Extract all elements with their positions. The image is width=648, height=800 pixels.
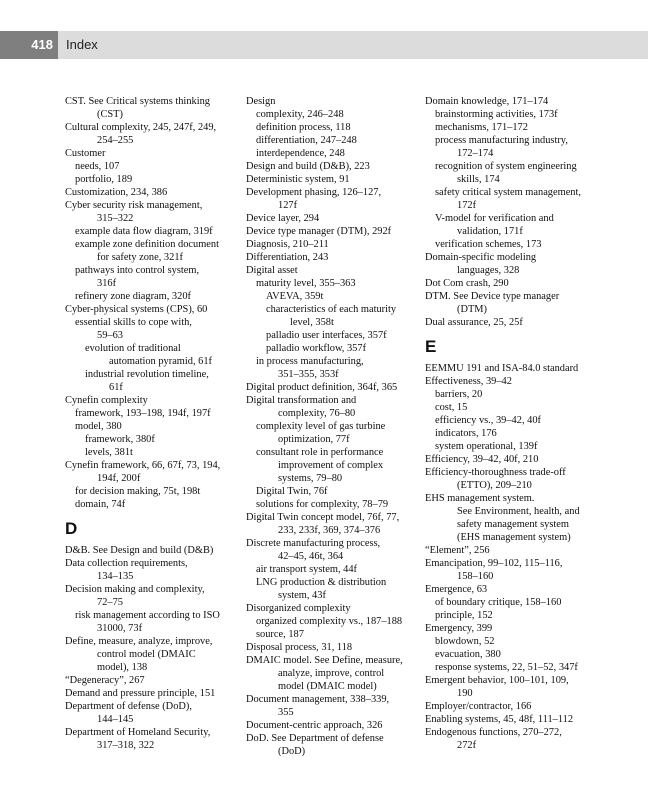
index-entry: Device layer, 294 bbox=[246, 213, 320, 224]
index-entry: 272f bbox=[457, 740, 477, 751]
index-entry: 315–322 bbox=[97, 213, 134, 224]
index-entry: safety management system bbox=[457, 519, 569, 530]
index-entry: 42–45, 46t, 364 bbox=[278, 551, 344, 562]
index-entry: Endogenous functions, 270–272, bbox=[425, 727, 562, 738]
index-entry: systems, 79–80 bbox=[278, 473, 343, 484]
index-entry: indicators, 176 bbox=[435, 428, 497, 439]
index-entry: 59–63 bbox=[97, 330, 123, 341]
index-entry: Disposal process, 31, 118 bbox=[246, 642, 353, 653]
index-entry: framework, 380f bbox=[85, 434, 155, 445]
index-entry: AVEVA, 359t bbox=[266, 291, 324, 302]
index-entry: Document management, 338–339, bbox=[246, 694, 390, 705]
index-entry: barriers, 20 bbox=[435, 389, 483, 400]
index-entry: Digital Twin concept model, 76f, 77, bbox=[246, 512, 400, 523]
index-entry: Domain-specific modeling bbox=[425, 252, 537, 263]
index-entry: 158–160 bbox=[457, 571, 494, 582]
index-entry: domain, 74f bbox=[75, 499, 126, 510]
index-entry: analyze, improve, control bbox=[278, 668, 385, 679]
index-entry: Domain knowledge, 171–174 bbox=[425, 96, 549, 107]
index-entry: skills, 174 bbox=[457, 174, 500, 185]
index-entry: model), 138 bbox=[97, 662, 148, 673]
index-entry: Cynefin framework, 66, 67f, 73, 194, bbox=[65, 460, 221, 471]
index-entry: Emancipation, 99–102, 115–116, bbox=[425, 558, 563, 569]
index-entry: Dual assurance, 25, 25f bbox=[425, 317, 523, 328]
index-entry: 190 bbox=[457, 688, 473, 699]
index-entry: process manufacturing industry, bbox=[435, 135, 568, 146]
index-entry: Cyber-physical systems (CPS), 60 bbox=[65, 304, 208, 315]
index-entry: V-model for verification and bbox=[435, 213, 554, 224]
index-entry: DoD. See Department of defense bbox=[246, 733, 384, 744]
index-entry: interdependence, 248 bbox=[256, 148, 345, 159]
index-section-letter: D bbox=[65, 519, 78, 538]
index-entry: Employer/contractor, 166 bbox=[425, 701, 532, 712]
index-entry: Diagnosis, 210–211 bbox=[246, 239, 329, 250]
index-entry: Design and build (D&B), 223 bbox=[246, 161, 370, 172]
index-entry: complexity, 76–80 bbox=[278, 408, 356, 419]
index-entry: needs, 107 bbox=[75, 161, 120, 172]
index-entry: LNG production & distribution bbox=[256, 577, 387, 588]
index-entry: automation pyramid, 61f bbox=[109, 356, 213, 367]
index-entry: evacuation, 380 bbox=[435, 649, 501, 660]
index-entry: optimization, 77f bbox=[278, 434, 350, 445]
index-entry: levels, 381t bbox=[85, 447, 133, 458]
index-entry: maturity level, 355–363 bbox=[256, 278, 356, 289]
index-entry: complexity level of gas turbine bbox=[256, 421, 386, 432]
index-entry: safety critical system management, bbox=[435, 187, 581, 198]
index-entry: Deterministic system, 91 bbox=[246, 174, 350, 185]
index-entry: languages, 328 bbox=[457, 265, 520, 276]
index-entry: palladio workflow, 357f bbox=[266, 343, 367, 354]
index-entry: Customer bbox=[65, 148, 106, 159]
index-entry: Digital Twin, 76f bbox=[256, 486, 328, 497]
index-entry: Demand and pressure principle, 151 bbox=[65, 688, 216, 699]
index-entry: recognition of system engineering bbox=[435, 161, 577, 172]
index-entry: Digital transformation and bbox=[246, 395, 357, 406]
index-entry: characteristics of each maturity bbox=[266, 304, 397, 315]
index-entry: (DTM) bbox=[457, 304, 488, 315]
index-entry: 72–75 bbox=[97, 597, 123, 608]
index-entry: EHS management system. bbox=[425, 493, 535, 504]
index-entry: 316f bbox=[97, 278, 117, 289]
index-entry: Customization, 234, 386 bbox=[65, 187, 168, 198]
index-entry: 172f bbox=[457, 200, 477, 211]
index-entry: Department of defense (DoD), bbox=[65, 701, 192, 712]
index-entry: 351–355, 353f bbox=[278, 369, 339, 380]
index-entry: industrial revolution timeline, bbox=[85, 369, 209, 380]
index-entry: (DoD) bbox=[278, 746, 306, 757]
page-number: 418 bbox=[0, 31, 58, 59]
index-entry: Cyber security risk management, bbox=[65, 200, 203, 211]
index-entry: brainstorming activities, 173f bbox=[435, 109, 558, 120]
index-entry: 254–255 bbox=[97, 135, 134, 146]
index-entry: DTM. See Device type manager bbox=[425, 291, 560, 302]
index-entry: Digital product definition, 364f, 365 bbox=[246, 382, 398, 393]
index-column-1 bbox=[65, 95, 233, 752]
index-entry: Emergence, 63 bbox=[425, 584, 488, 595]
index-entry: EEMMU 191 and ISA-84.0 standard bbox=[425, 363, 579, 374]
index-entry: Enabling systems, 45, 48f, 111–112 bbox=[425, 714, 574, 725]
index-entry: Efficiency, 39–42, 40f, 210 bbox=[425, 454, 539, 465]
index-entry: solutions for complexity, 78–79 bbox=[256, 499, 389, 510]
index-entry: Digital asset bbox=[246, 265, 298, 276]
index-entry: palladio user interfaces, 357f bbox=[266, 330, 387, 341]
index-entry: Device type manager (DTM), 292f bbox=[246, 226, 392, 237]
index-entry: Cynefin complexity bbox=[65, 395, 148, 406]
index-entry: Emergency, 399 bbox=[425, 623, 493, 634]
index-entry: evolution of traditional bbox=[85, 343, 181, 354]
index-entry: D&B. See Design and build (D&B) bbox=[65, 545, 214, 556]
index-entry: Discrete manufacturing process, bbox=[246, 538, 381, 549]
index-entry: Efficiency-thoroughness trade-off bbox=[425, 467, 566, 478]
index-entry: 31000, 73f bbox=[97, 623, 143, 634]
index-entry: 134–135 bbox=[97, 571, 134, 582]
index-entry: validation, 171f bbox=[457, 226, 523, 237]
index-entry: example zone definition document bbox=[75, 239, 219, 250]
index-entry: See Environment, health, and bbox=[457, 506, 580, 517]
running-head-title: Index bbox=[66, 37, 98, 52]
index-entry: principle, 152 bbox=[435, 610, 493, 621]
index-entry: Emergent behavior, 100–101, 109, bbox=[425, 675, 569, 686]
index-entry: definition process, 118 bbox=[256, 122, 351, 133]
index-entry: (CST) bbox=[97, 109, 123, 120]
index-entry: risk management according to ISO bbox=[75, 610, 220, 621]
index-entry: Development phasing, 126–127, bbox=[246, 187, 382, 198]
index-entry: for safety zone, 321f bbox=[97, 252, 183, 263]
index-entry: efficiency vs., 39–42, 40f bbox=[435, 415, 541, 426]
index-entry: 61f bbox=[109, 382, 123, 393]
index-entry: Disorganized complexity bbox=[246, 603, 351, 614]
index-entry: system, 43f bbox=[278, 590, 326, 601]
index-entry: CST. See Critical systems thinking bbox=[65, 96, 210, 107]
index-entry: blowdown, 52 bbox=[435, 636, 495, 647]
index-entry: (EHS management system) bbox=[457, 532, 571, 543]
index-entry: differentiation, 247–248 bbox=[256, 135, 357, 146]
index-entry: 127f bbox=[278, 200, 298, 211]
index-entry: response systems, 22, 51–52, 347f bbox=[435, 662, 578, 673]
index-entry: 355 bbox=[278, 707, 294, 718]
index-entry: for decision making, 75t, 198t bbox=[75, 486, 201, 497]
index-entry: in process manufacturing, bbox=[256, 356, 364, 367]
index-section-letter: E bbox=[425, 337, 437, 356]
index-entry: 144–145 bbox=[97, 714, 134, 725]
index-entry: framework, 193–198, 194f, 197f bbox=[75, 408, 211, 419]
index-entry: Dot Com crash, 290 bbox=[425, 278, 509, 289]
index-entry: Document-centric approach, 326 bbox=[246, 720, 383, 731]
index-entry: Effectiveness, 39–42 bbox=[425, 376, 512, 387]
index-entry: DMAIC model. See Define, measure, bbox=[246, 655, 403, 666]
index-entry: Data collection requirements, bbox=[65, 558, 188, 569]
index-entry: example data flow diagram, 319f bbox=[75, 226, 213, 237]
index-entry: Differentiation, 243 bbox=[246, 252, 329, 263]
index-entry: model, 380 bbox=[75, 421, 122, 432]
index-entry: control model (DMAIC bbox=[97, 649, 196, 660]
index-entry: “Degeneracy”, 267 bbox=[65, 675, 145, 686]
index-entry: (ETTO), 209–210 bbox=[457, 480, 532, 491]
index-entry: 233, 233f, 369, 374–376 bbox=[278, 525, 381, 536]
index-entry: 194f, 200f bbox=[97, 473, 141, 484]
index-entry: “Element”, 256 bbox=[425, 545, 490, 556]
index-column-3 bbox=[425, 95, 605, 752]
index-entry: Decision making and complexity, bbox=[65, 584, 205, 595]
index-entry: cost, 15 bbox=[435, 402, 468, 413]
index-entry: of boundary critique, 158–160 bbox=[435, 597, 562, 608]
index-entry: level, 358t bbox=[290, 317, 334, 328]
index-entry: system operational, 139f bbox=[435, 441, 538, 452]
index-entry: essential skills to cope with, bbox=[75, 317, 192, 328]
index-entry: model (DMAIC model) bbox=[278, 681, 377, 692]
index-entry: Cultural complexity, 245, 247f, 249, bbox=[65, 122, 217, 133]
index-column-2 bbox=[246, 95, 416, 758]
index-entry: organized complexity vs., 187–188 bbox=[256, 616, 403, 627]
index-entry: source, 187 bbox=[256, 629, 304, 640]
index-entry: 317–318, 322 bbox=[97, 740, 155, 751]
index-entry: mechanisms, 171–172 bbox=[435, 122, 528, 133]
index-entry: pathways into control system, bbox=[75, 265, 200, 276]
index-entry: improvement of complex bbox=[278, 460, 384, 471]
index-entry: verification schemes, 173 bbox=[435, 239, 542, 250]
index-entry: portfolio, 189 bbox=[75, 174, 133, 185]
index-entry: 172–174 bbox=[457, 148, 494, 159]
index-entry: Define, measure, analyze, improve, bbox=[65, 636, 213, 647]
index-entry: Department of Homeland Security, bbox=[65, 727, 211, 738]
index-entry: consultant role in performance bbox=[256, 447, 384, 458]
index-entry: air transport system, 44f bbox=[256, 564, 357, 575]
index-entry: Design bbox=[246, 96, 276, 107]
index-entry: complexity, 246–248 bbox=[256, 109, 344, 120]
index-entry: refinery zone diagram, 320f bbox=[75, 291, 191, 302]
